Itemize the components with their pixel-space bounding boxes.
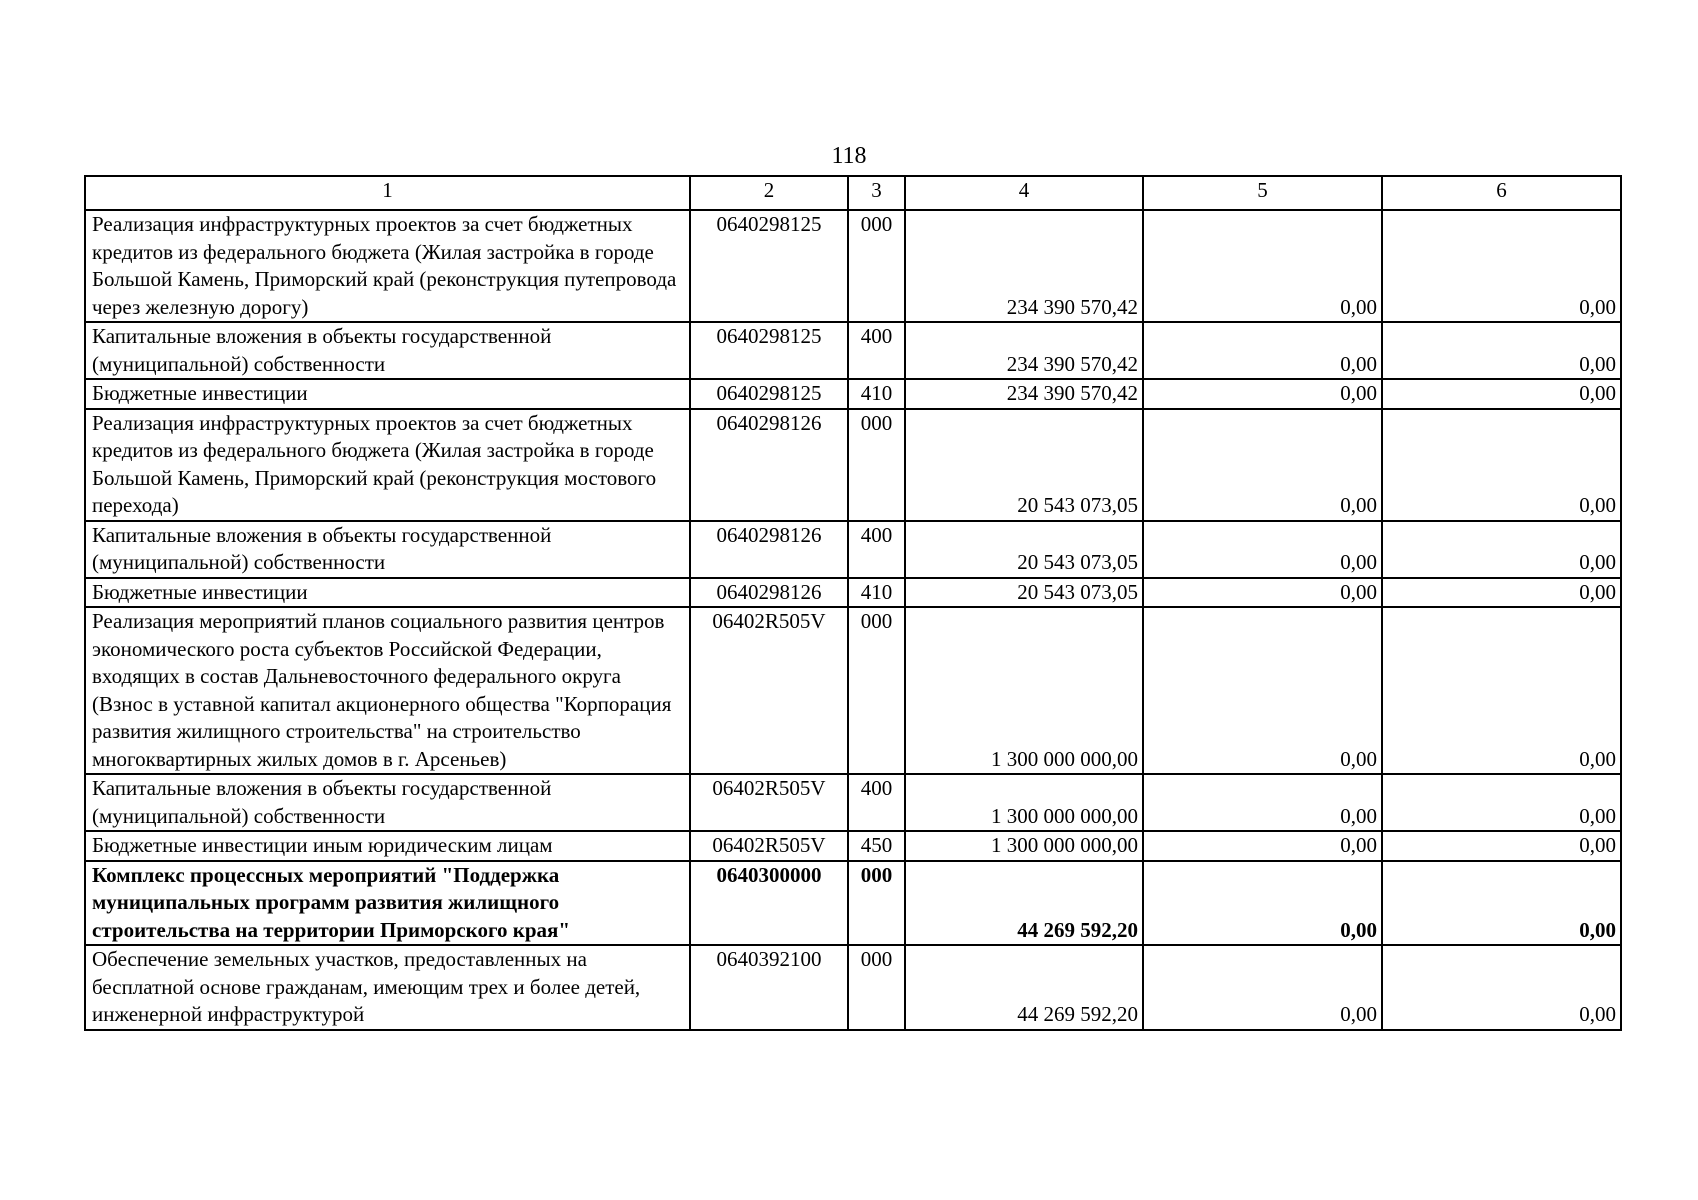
row-code-cell: 0640392100 (690, 945, 848, 1030)
header-row (85, 176, 1621, 210)
row-code-cell: 0640298126 (690, 409, 848, 521)
column-header: 6 (1382, 176, 1621, 210)
row-code-cell: 0640298125 (690, 210, 848, 322)
row-name-cell: Комплекс процессных мероприятий "Поддержка муниципальных программ развития жилищного строительства на территории Приморского края" (85, 861, 690, 946)
row-value-col4: 234 390 570,42 (905, 322, 1143, 379)
budget-table (84, 175, 1622, 1031)
table-row (85, 409, 1621, 521)
table-row (85, 945, 1621, 1030)
table-row (85, 861, 1621, 946)
row-type-cell: 450 (848, 831, 905, 861)
row-type-cell: 000 (848, 945, 905, 1030)
row-value-col6: 0,00 (1382, 774, 1621, 831)
row-type-cell: 400 (848, 774, 905, 831)
row-value-col5: 0,00 (1143, 409, 1382, 521)
row-code-cell: 0640298125 (690, 379, 848, 409)
column-header: 5 (1143, 176, 1382, 210)
row-code-cell: 0640298126 (690, 521, 848, 578)
row-value-col5: 0,00 (1143, 578, 1382, 608)
row-name-cell: Реализация мероприятий планов социального развития центров экономического роста субъектов Российской Федерации, входящих в состав Дальневосточного федерального округа (Взнос в уставной капитал акционерного общества "Корпорация развития жилищного строительства" на строительство многоквартирных жилых домов в г. Арсеньев) (85, 607, 690, 774)
row-code-cell: 06402R505V (690, 607, 848, 774)
row-value-col6: 0,00 (1382, 607, 1621, 774)
row-value-col4: 44 269 592,20 (905, 861, 1143, 946)
page-number: 118 (831, 143, 867, 169)
row-value-col5: 0,00 (1143, 831, 1382, 861)
table-row (85, 831, 1621, 861)
row-type-cell: 000 (848, 409, 905, 521)
row-value-col4: 20 543 073,05 (905, 578, 1143, 608)
row-value-col4: 234 390 570,42 (905, 210, 1143, 322)
row-value-col6: 0,00 (1382, 521, 1621, 578)
row-value-col4: 1 300 000 000,00 (905, 774, 1143, 831)
row-value-col5: 0,00 (1143, 210, 1382, 322)
row-value-col6: 0,00 (1382, 578, 1621, 608)
row-name-cell: Обеспечение земельных участков, предоставленных на бесплатной основе гражданам, имеющим трех и более детей, инженерной инфраструктурой (85, 945, 690, 1030)
row-value-col6: 0,00 (1382, 831, 1621, 861)
row-name-cell: Реализация инфраструктурных проектов за счет бюджетных кредитов из федерального бюджета (Жилая застройка в городе Большой Камень, Приморский край (реконструкция путепровода через железную дорогу) (85, 210, 690, 322)
row-code-cell: 06402R505V (690, 831, 848, 861)
row-type-cell: 410 (848, 379, 905, 409)
row-type-cell: 400 (848, 322, 905, 379)
row-value-col5: 0,00 (1143, 774, 1382, 831)
row-value-col6: 0,00 (1382, 322, 1621, 379)
row-type-cell: 400 (848, 521, 905, 578)
row-value-col6: 0,00 (1382, 945, 1621, 1030)
column-header: 2 (690, 176, 848, 210)
row-type-cell: 410 (848, 578, 905, 608)
row-value-col4: 234 390 570,42 (905, 379, 1143, 409)
row-type-cell: 000 (848, 861, 905, 946)
column-header: 4 (905, 176, 1143, 210)
row-value-col5: 0,00 (1143, 607, 1382, 774)
row-name-cell: Бюджетные инвестиции (85, 578, 690, 608)
row-name-cell: Капитальные вложения в объекты государственной (муниципальной) собственности (85, 774, 690, 831)
column-header: 3 (848, 176, 905, 210)
row-type-cell: 000 (848, 607, 905, 774)
row-value-col5: 0,00 (1143, 945, 1382, 1030)
row-code-cell: 0640298126 (690, 578, 848, 608)
row-value-col6: 0,00 (1382, 409, 1621, 521)
row-value-col5: 0,00 (1143, 521, 1382, 578)
row-value-col4: 20 543 073,05 (905, 409, 1143, 521)
row-code-cell: 0640298125 (690, 322, 848, 379)
row-value-col6: 0,00 (1382, 379, 1621, 409)
table-row (85, 578, 1621, 608)
row-name-cell: Бюджетные инвестиции иным юридическим лицам (85, 831, 690, 861)
column-header: 1 (85, 176, 690, 210)
row-value-col4: 20 543 073,05 (905, 521, 1143, 578)
table-row (85, 521, 1621, 578)
row-value-col6: 0,00 (1382, 210, 1621, 322)
row-name-cell: Бюджетные инвестиции (85, 379, 690, 409)
table-row (85, 607, 1621, 774)
row-value-col5: 0,00 (1143, 861, 1382, 946)
row-type-cell: 000 (848, 210, 905, 322)
row-value-col4: 1 300 000 000,00 (905, 831, 1143, 861)
row-code-cell: 06402R505V (690, 774, 848, 831)
row-name-cell: Капитальные вложения в объекты государственной (муниципальной) собственности (85, 322, 690, 379)
row-value-col5: 0,00 (1143, 322, 1382, 379)
row-value-col6: 0,00 (1382, 861, 1621, 946)
row-code-cell: 0640300000 (690, 861, 848, 946)
table-row (85, 322, 1621, 379)
row-value-col4: 44 269 592,20 (905, 945, 1143, 1030)
table-row (85, 379, 1621, 409)
row-name-cell: Реализация инфраструктурных проектов за счет бюджетных кредитов из федерального бюджета (Жилая застройка в городе Большой Камень, Приморский край (реконструкция мостового перехода) (85, 409, 690, 521)
row-value-col5: 0,00 (1143, 379, 1382, 409)
row-value-col4: 1 300 000 000,00 (905, 607, 1143, 774)
table-body (85, 176, 1621, 1030)
table-row (85, 210, 1621, 322)
table-row (85, 774, 1621, 831)
row-name-cell: Капитальные вложения в объекты государственной (муниципальной) собственности (85, 521, 690, 578)
